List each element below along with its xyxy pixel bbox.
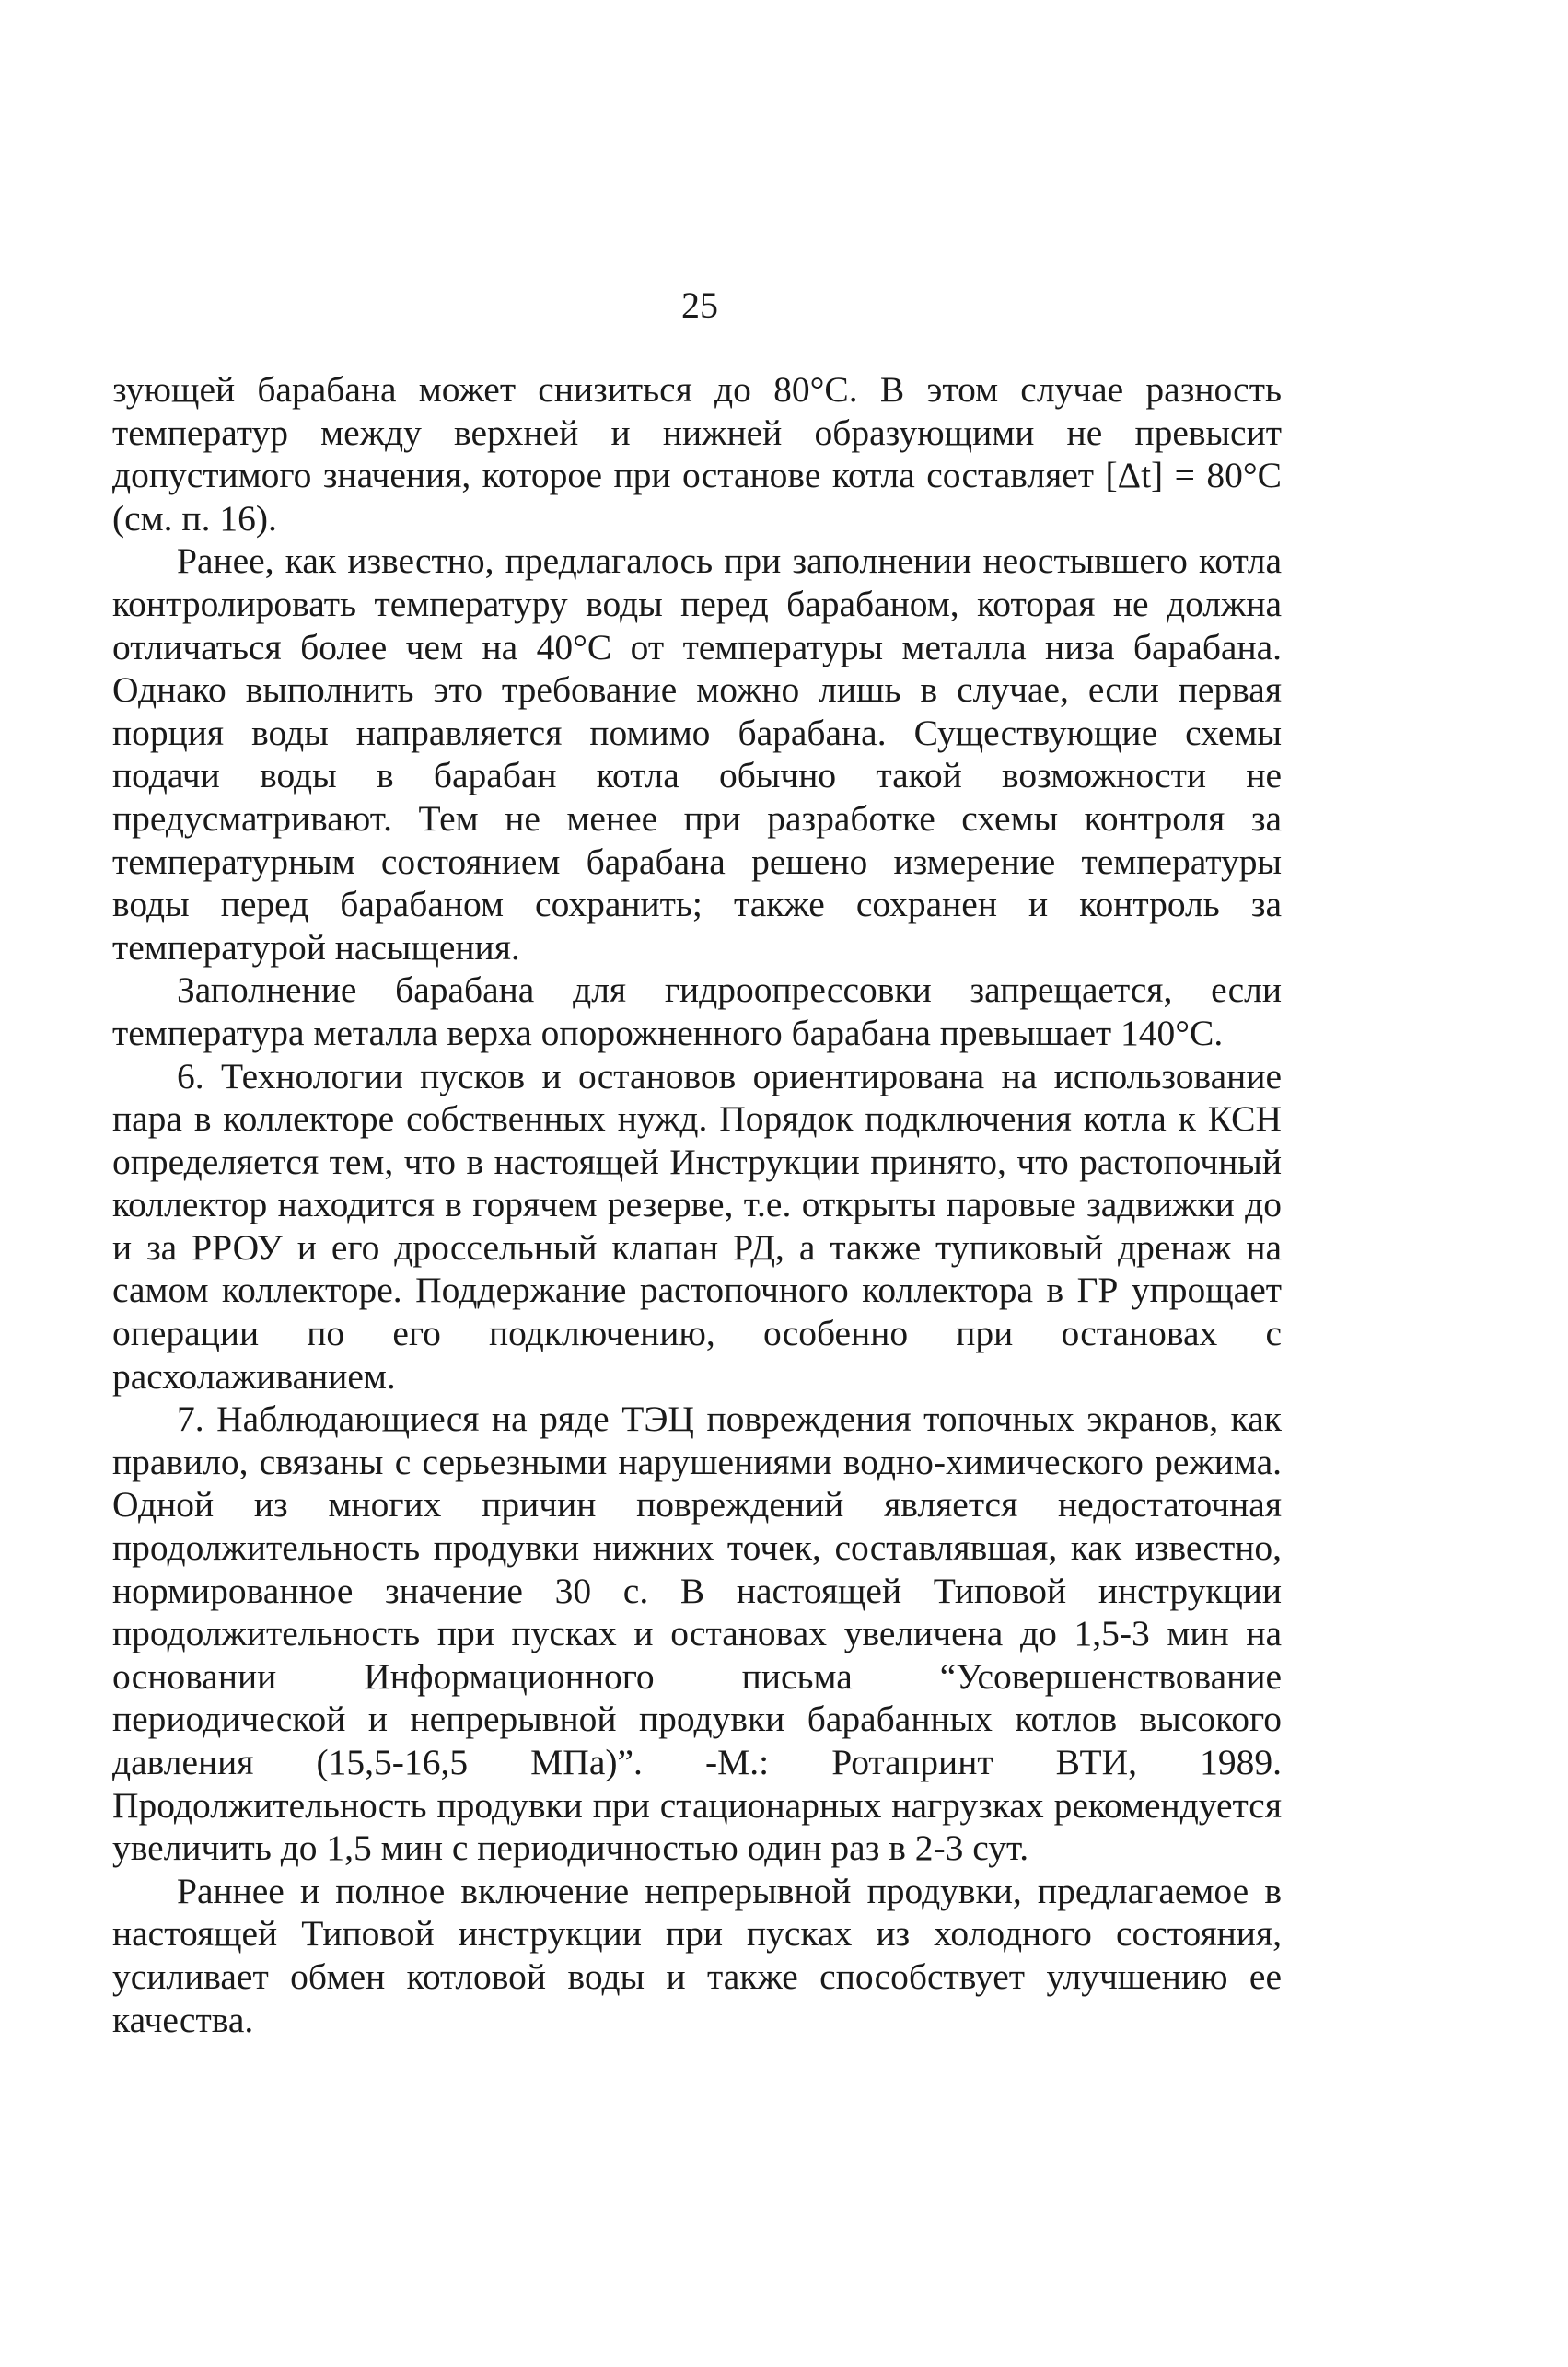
paragraph-continuation: зующей барабана может снизиться до 80°С. В этом случае разность температур между верхней и нижней образующими не превысит допустимого значения, которое при останове котла составляет [Δt] = 80°С (см. п. 16). xyxy=(112,369,1282,539)
body-text xyxy=(112,368,1282,2041)
page-number: 25 xyxy=(681,284,718,326)
paragraph-item-6: 6. Технологии пусков и остановов ориентирована на использование пара в коллекторе собственных нужд. Порядок подключения котла к КСН определяется тем, что в настоящей Инструкции принято, что растопочный коллектор находится в горячем резерве, т.е. открыты паровые задвижки до и за РРОУ и его дроссельный клапан РД, а также тупиковый дренаж на самом коллекторе. Поддержание растопочного коллектора в ГР упрощает операции по его подключению, особенно при остановах с расхолаживанием. xyxy=(112,1055,1282,1397)
paragraph-water-temperature-control: Ранее, как известно, предлагалось при заполнении неостывшего котла контролировать температуру воды перед барабаном, которая не должна отличаться более чем на 40°С от температуры металла низа барабана. Однако выполнить это требование можно лишь в случае, если первая порция воды направляется помимо барабана. Существующие схемы подачи воды в барабан котла обычно такой возможности не предусматривают. Тем не менее при разработке схемы контроля за температурным состоянием барабана решено измерение температуры воды перед барабаном сохранить; также сохранен и контроль за температурой насыщения. xyxy=(112,540,1282,968)
paragraph-hydro-test-filling: Заполнение барабана для гидроопрессовки запрещается, если температура металла верха опорожненного барабана превышает 140°С. xyxy=(112,969,1282,1053)
paragraph-continuous-blowdown: Раннее и полное включение непрерывной продувки, предлагаемое в настоящей Типовой инструкции при пусках из холодного состояния, усиливает обмен котловой воды и также способствует улучшению ее качества. xyxy=(112,1870,1282,2040)
paragraph-item-7: 7. Наблюдающиеся на ряде ТЭЦ повреждения топочных экранов, как правило, связаны с серьезными нарушениями водно-химического режима. Одной из многих причин повреждений является недостаточная продолжительность продувки нижних точек, составлявшая, как известно, нормированное значение 30 с. В настоящей Типовой инструкции продолжительность при пусках и остановах увеличена до 1,5-3 мин на основании Информационного письма “Усовершенствование периодической и непрерывной продувки барабанных котлов высокого давления (15,5-16,5 МПа)”. -М.: Ротапринт ВТИ, 1989. Продолжительность продувки при стационарных нагрузках рекомендуется увеличить до 1,5 мин с периодичностью один раз в 2-3 сут. xyxy=(112,1398,1282,1869)
